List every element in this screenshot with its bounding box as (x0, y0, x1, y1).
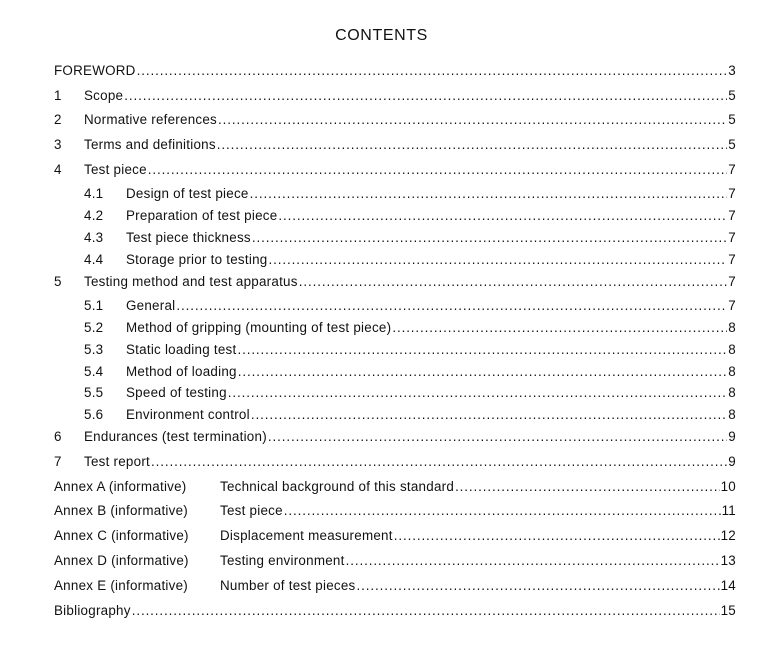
dot-leader (218, 112, 727, 127)
toc-entry-number: 5.2 (84, 320, 104, 335)
dot-leader (284, 503, 721, 518)
dot-leader (299, 274, 728, 289)
toc-entry-page: 7 (728, 274, 736, 289)
toc-entry-page: 7 (728, 162, 736, 177)
toc-entry-testing-method[interactable] (54, 274, 736, 291)
toc-entry-page: 8 (728, 342, 736, 357)
toc-entry-number: 4.2 (84, 208, 104, 223)
toc-entry-page: 7 (728, 208, 736, 223)
toc-entry-text: FOREWORD (54, 63, 136, 78)
toc-entry-page: 5 (728, 112, 736, 127)
toc-entry-page: 8 (728, 320, 736, 335)
toc-annex-label: Annex E (informative) (54, 578, 188, 593)
toc-entry-text: Static loading test (126, 342, 237, 357)
toc-entry-text: Preparation of test piece (126, 208, 278, 223)
dot-leader (237, 342, 727, 357)
toc-entry-page: 8 (728, 407, 736, 422)
toc-entry-number: 5.3 (84, 342, 104, 357)
toc-entry-text: Testing method and test apparatus (84, 274, 298, 289)
toc-entry-text: Method of loading (126, 364, 237, 379)
dot-leader (228, 385, 728, 400)
toc-entry-bibliography[interactable] (54, 603, 736, 620)
dot-leader (250, 186, 728, 201)
toc-entry-text: Bibliography (54, 603, 131, 618)
toc-entry-text: Normative references (84, 112, 218, 127)
dot-leader (392, 320, 727, 335)
toc-entry-text: Technical background of this standard (220, 479, 455, 494)
toc-entry-text: Scope (84, 88, 124, 103)
toc-entry-number: 1 (54, 88, 62, 103)
toc-entry-page: 12 (720, 528, 736, 543)
toc-entry-page: 11 (721, 503, 736, 518)
toc-annex-label: Annex A (informative) (54, 479, 187, 494)
toc-entry-page: 13 (720, 553, 736, 568)
toc-entry-annex-d[interactable] (54, 553, 736, 570)
toc-entry-number: 3 (54, 137, 62, 152)
dot-leader (252, 230, 727, 245)
toc-entry-page: 5 (728, 137, 736, 152)
toc-subentry-method-of-loading[interactable] (84, 364, 736, 381)
dot-leader (176, 298, 727, 313)
toc-annex-label: Annex B (informative) (54, 503, 188, 518)
toc-entry-page: 7 (728, 230, 736, 245)
toc-entry-test-report[interactable] (54, 454, 736, 471)
dot-leader (394, 528, 720, 543)
toc-entry-text: Endurances (test termination) (84, 429, 267, 444)
toc-entry-page: 7 (728, 186, 736, 201)
dot-leader (346, 553, 720, 568)
toc-subentry-storage-prior-to-testing[interactable] (84, 252, 736, 269)
toc-entry-page: 7 (728, 252, 736, 267)
toc-subentry-method-of-gripping[interactable] (84, 320, 736, 337)
toc-entry-text: Test report (84, 454, 151, 469)
dot-leader (217, 137, 728, 152)
toc-subentry-test-piece-thickness[interactable] (84, 230, 736, 247)
toc-entry-page: 3 (728, 63, 736, 78)
dot-leader (278, 208, 727, 223)
toc-entry-foreword[interactable] (54, 63, 736, 80)
toc-entry-number: 4.4 (84, 252, 104, 267)
dot-leader (455, 479, 720, 494)
toc-annex-label: Annex C (informative) (54, 528, 189, 543)
toc-entry-page: 7 (728, 298, 736, 313)
toc-entry-text: Test piece thickness (126, 230, 251, 245)
toc-subentry-preparation-of-test-piece[interactable] (84, 208, 736, 225)
dot-leader (124, 88, 727, 103)
toc-entry-number: 4.3 (84, 230, 104, 245)
toc-entry-text: Number of test pieces (220, 578, 356, 593)
toc-entry-text: Displacement measurement (220, 528, 393, 543)
toc-entry-text: Speed of testing (126, 385, 227, 400)
toc-entry-text: Test piece (220, 503, 283, 518)
toc-entry-number: 5.6 (84, 407, 104, 422)
toc-entry-number: 4 (54, 162, 62, 177)
toc-entry-number: 2 (54, 112, 62, 127)
toc-annex-label: Annex D (informative) (54, 553, 189, 568)
dot-leader (132, 603, 720, 618)
toc-entry-number: 4.1 (84, 186, 104, 201)
toc-subentry-environment-control[interactable] (84, 407, 736, 424)
dot-leader (268, 252, 727, 267)
toc-entry-page: 8 (728, 364, 736, 379)
toc-entry-text: Environment control (126, 407, 250, 422)
toc-entry-text: General (126, 298, 176, 313)
toc-entry-text: Test piece (84, 162, 147, 177)
toc-entry-endurances[interactable] (54, 429, 736, 446)
toc-entry-text: Storage prior to testing (126, 252, 268, 267)
toc-subentry-speed-of-testing[interactable] (84, 385, 736, 402)
toc-entry-page: 8 (728, 385, 736, 400)
toc-subentry-static-loading-test[interactable] (84, 342, 736, 359)
toc-entry-page: 5 (728, 88, 736, 103)
toc-entry-number: 5.4 (84, 364, 104, 379)
toc-entry-number: 5.5 (84, 385, 104, 400)
dot-leader (251, 407, 727, 422)
toc-entry-number: 5 (54, 274, 62, 289)
toc-subentry-general[interactable] (84, 298, 736, 315)
toc-entry-text: Method of gripping (mounting of test piece) (126, 320, 392, 335)
toc-entry-page: 14 (720, 578, 736, 593)
dot-leader (357, 578, 720, 593)
dot-leader (137, 63, 728, 78)
page-title: CONTENTS (335, 27, 428, 44)
toc-entry-number: 7 (54, 454, 62, 469)
toc-entry-normative-references[interactable] (54, 112, 736, 129)
toc-entry-test-piece[interactable] (54, 162, 736, 179)
toc-entry-annex-a[interactable] (54, 479, 736, 496)
toc-entry-annex-c[interactable] (54, 528, 736, 545)
toc-subentry-design-of-test-piece[interactable] (84, 186, 736, 203)
dot-leader (238, 364, 728, 379)
dot-leader (151, 454, 727, 469)
toc-entry-text: Design of test piece (126, 186, 249, 201)
toc-entry-page: 9 (728, 429, 736, 444)
toc-entry-page: 15 (720, 603, 736, 618)
toc-entry-annex-e[interactable] (54, 578, 736, 595)
toc-entry-number: 5.1 (84, 298, 104, 313)
toc-entry-page: 10 (720, 479, 736, 494)
dot-leader (268, 429, 727, 444)
toc-entry-scope[interactable] (54, 88, 736, 105)
toc-entry-text: Terms and definitions (84, 137, 216, 152)
toc-entry-terms-and-definitions[interactable] (54, 137, 736, 154)
dot-leader (148, 162, 728, 177)
toc-entry-number: 6 (54, 429, 62, 444)
toc-entry-annex-b[interactable] (54, 503, 736, 520)
toc-entry-text: Testing environment (220, 553, 345, 568)
toc-entry-page: 9 (728, 454, 736, 469)
